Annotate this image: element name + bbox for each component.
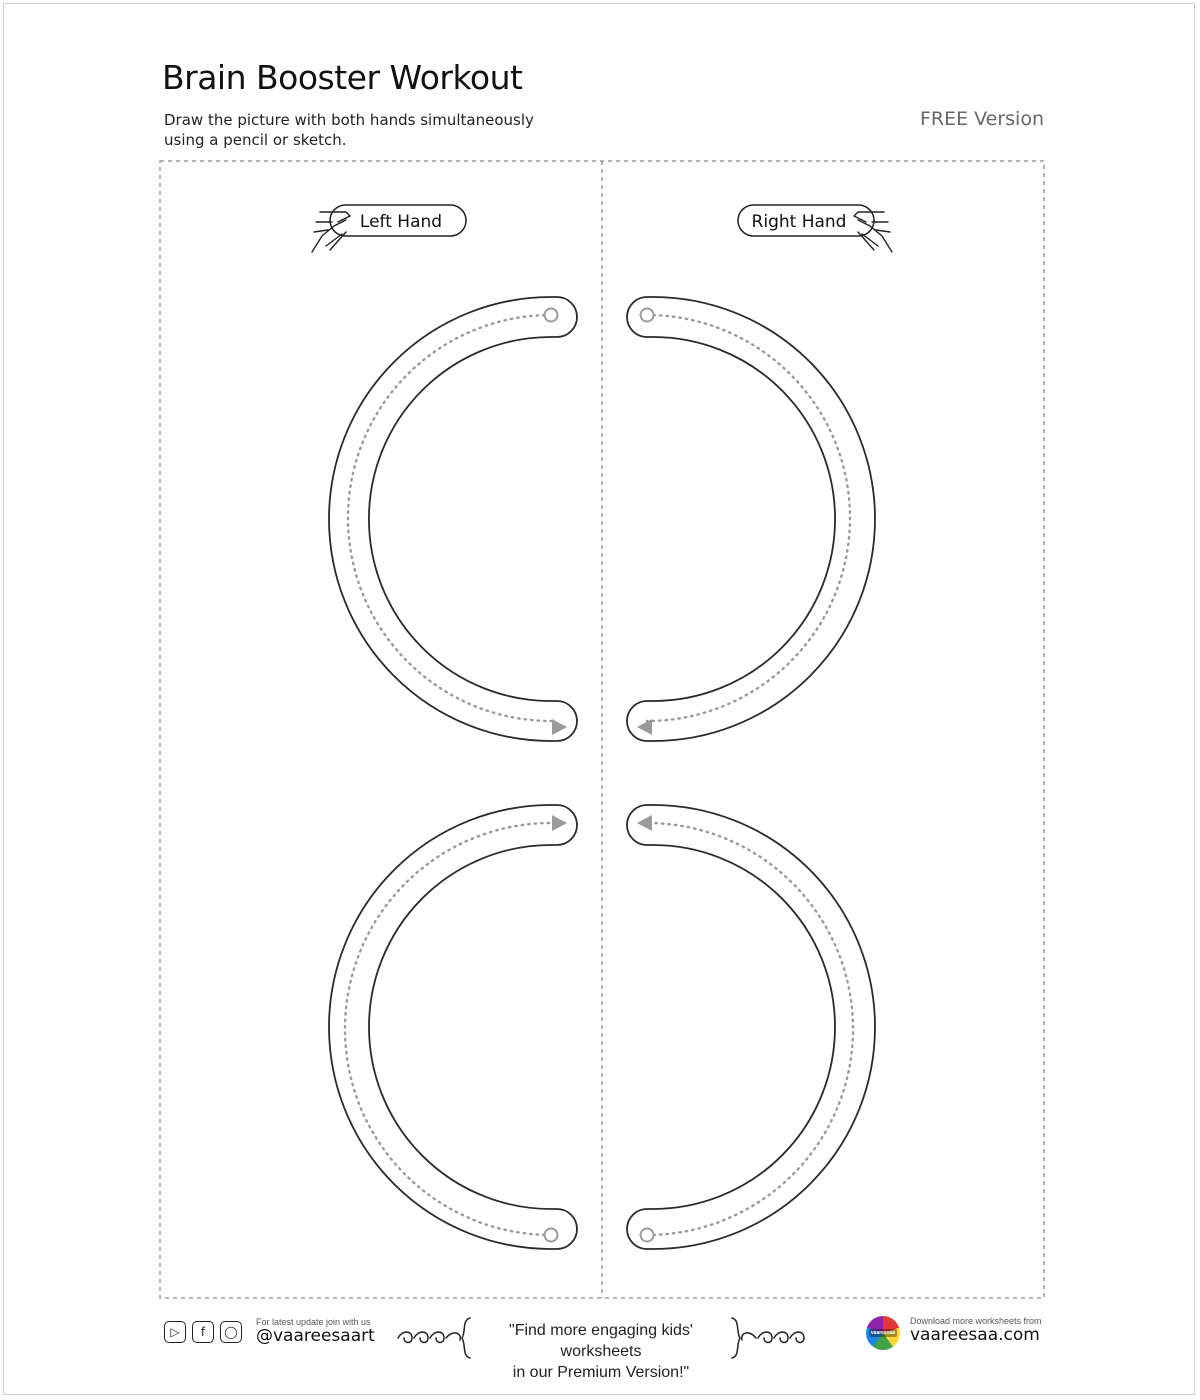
start-point — [545, 309, 558, 322]
start-point — [641, 309, 654, 322]
left-hand-label — [312, 205, 466, 252]
right-hand-text: Right Hand — [751, 212, 847, 232]
left-top-tracing-arc — [329, 297, 577, 741]
start-point — [545, 1229, 558, 1242]
social-handle[interactable]: @vaareesaart — [256, 1326, 375, 1346]
instagram-icon[interactable]: ◯ — [220, 1321, 242, 1343]
left-hand-text: Left Hand — [359, 212, 443, 232]
instruction-line-2: using a pencil or sketch. — [164, 131, 347, 149]
youtube-icon[interactable]: ▷ — [164, 1321, 186, 1343]
social-icons — [164, 1321, 242, 1343]
facebook-icon[interactable]: f — [192, 1321, 214, 1343]
right-top-tracing-arc — [627, 297, 875, 741]
right-swirl-ornament — [732, 1318, 804, 1358]
vaareesaa-logo — [866, 1316, 900, 1350]
instruction-line-1: Draw the picture with both hands simultaneously — [164, 111, 534, 129]
premium-promo — [470, 1320, 732, 1383]
social-caption: For latest update join with us — [256, 1317, 371, 1327]
promo-line-2: in our Premium Version!" — [512, 1364, 690, 1381]
page-title: Brain Booster Workout — [162, 58, 523, 97]
download-caption: Download more worksheets from — [910, 1316, 1042, 1326]
logo-text: vaareesaa — [870, 1330, 896, 1336]
left-swirl-ornament — [398, 1318, 470, 1358]
right-bottom-tracing-arc — [627, 805, 875, 1249]
right-hand-label — [738, 205, 892, 252]
site-link[interactable]: vaareesaa.com — [910, 1325, 1040, 1345]
version-badge: FREE Version — [919, 108, 1044, 130]
promo-line-1: "Find more engaging kids' worksheets — [509, 1322, 693, 1360]
start-point — [641, 1229, 654, 1242]
left-bottom-tracing-arc — [329, 805, 577, 1249]
